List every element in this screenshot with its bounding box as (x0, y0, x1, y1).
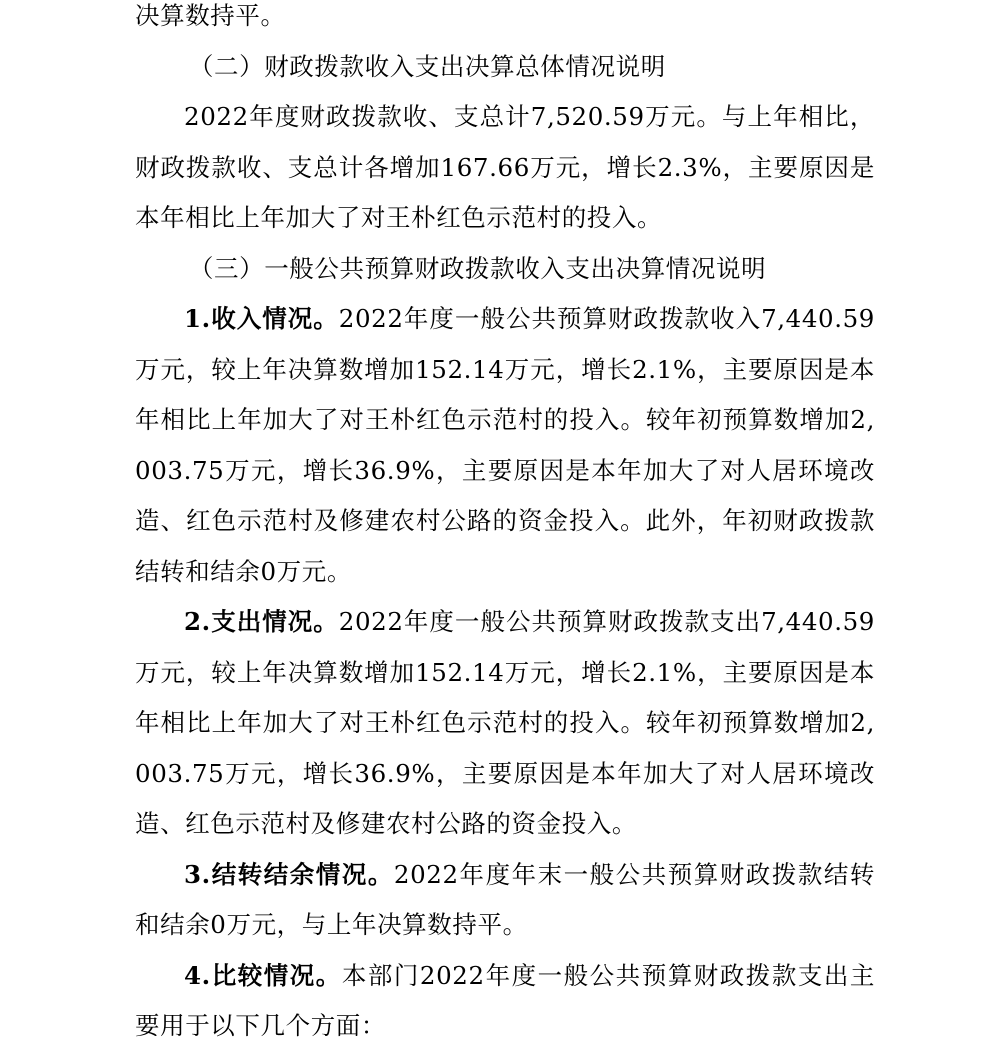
carryover-paragraph: 决算数持平。 (135, 1, 286, 30)
expense-paragraph (135, 597, 875, 850)
comparison-paragraph (135, 951, 875, 1052)
income-text: 2022年度一般公共预算财政拨款收入7,440.59万元，较上年决算数增加152.14万元，增长2.1%，主要原因是本年相比上年加大了对王朴红色示范村的投入。较年初预算数增加2,003.75万元，增长36.9%，主要原因是本年加大了对人居环境改造、红色示范村及修建农村公路的资金投入。此外，年初财政拨款结转和结余0万元。 (135, 304, 875, 586)
balance-lead: 3.结转结余情况。 (184, 859, 394, 889)
balance-paragraph (135, 850, 875, 951)
balance-text: 2022年度年末一般公共预算财政拨款结转和结余0万元，与上年决算数持平。 (135, 859, 875, 939)
expense-lead: 2.支出情况。 (184, 607, 339, 636)
section-heading-2: （二）财政拨款收入支出决算总体情况说明 (188, 51, 666, 81)
document-page (135, 0, 875, 1052)
expense-text: 2022年度一般公共预算财政拨款支出7,440.59万元，较上年决算数增加152.14万元，增长2.1%，主要原因是本年相比上年加大了对王朴红色示范村的投入。较年初预算数增加2,003.75万元，增长36.9%，主要原因是本年加大了对人居环境改造、红色示范村及修建农村公路的资金投入。 (135, 607, 875, 838)
section-heading-3: （三）一般公共预算财政拨款收入支出决算情况说明 (188, 253, 767, 283)
comparison-lead: 4.比较情况。 (184, 960, 342, 990)
comparison-text: 本部门2022年度一般公共预算财政拨款支出主要用于以下几个方面： (135, 960, 875, 1040)
income-lead: 1.收入情况。 (184, 304, 339, 333)
income-paragraph (135, 294, 875, 597)
section-2-paragraph: 2022年度财政拨款收、支总计7,520.59万元。与上年相比，财政拨款收、支总计各增加167.66万元，增长2.3%，主要原因是本年相比上年加大了对王朴红色示范村的投入。 (135, 102, 875, 232)
